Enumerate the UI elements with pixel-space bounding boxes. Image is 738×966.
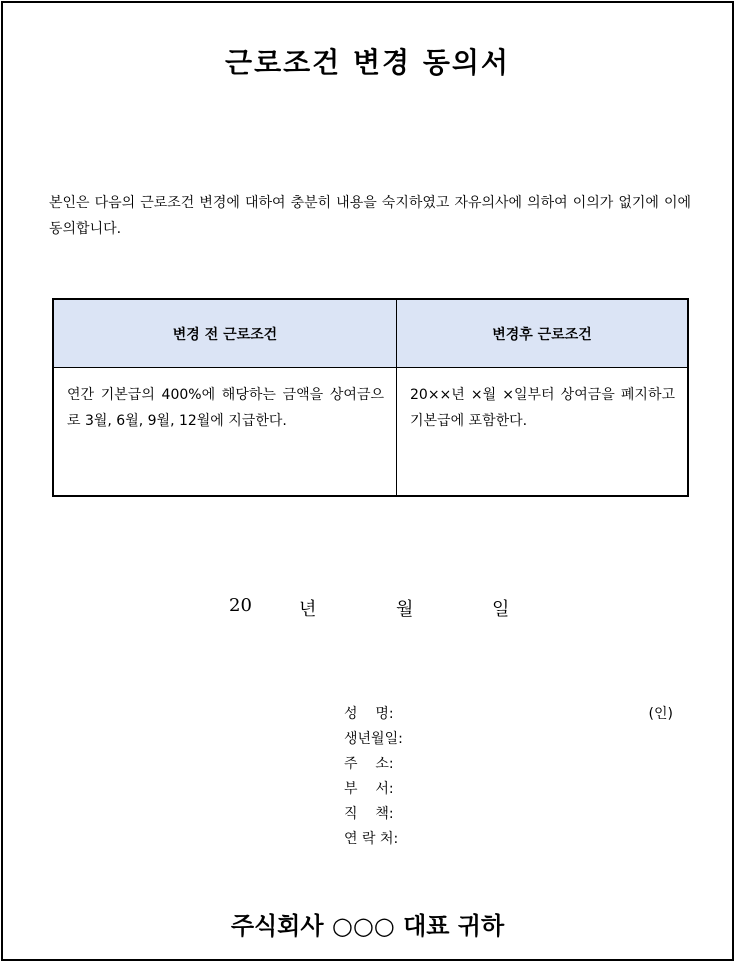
- date-year-prefix: 20: [229, 595, 252, 616]
- conditions-table: [52, 298, 689, 497]
- signature-row-birth: [344, 727, 676, 752]
- signature-row-contact: [344, 827, 676, 852]
- document-page: [1, 1, 734, 961]
- birth-label: 생년월일:: [344, 731, 403, 747]
- signature-row-address: [344, 752, 676, 777]
- signature-row-name: [344, 702, 676, 727]
- intro-paragraph: 본인은 다음의 근로조건 변경에 대하여 충분히 내용을 숙지하였고 자유의사에 의하여 이의가 없기에 이에 동의합니다.: [49, 195, 691, 237]
- date-month: 월: [396, 599, 414, 620]
- table-row: [53, 368, 688, 497]
- header-after: 변경후 근로조건: [397, 299, 689, 368]
- date-line: [3, 595, 732, 621]
- contact-label: 연 락 처:: [344, 831, 399, 847]
- document-title: 근로조건 변경 동의서: [225, 46, 510, 79]
- address-label: 주 소:: [344, 756, 394, 772]
- seal-mark: (인): [648, 706, 673, 722]
- addressee-footer: 주식회사 ○○○ 대표 귀하: [230, 911, 505, 940]
- date-day: 일: [492, 599, 510, 620]
- cell-before: 연간 기본급의 400%에 해당하는 금액을 상여금으로 3월, 6월, 9월, 12월에 지급한다.: [53, 368, 397, 497]
- signature-row-dept: [344, 777, 676, 802]
- signature-row-position: [344, 802, 676, 827]
- position-label: 직 책:: [344, 806, 394, 822]
- header-before: 변경 전 근로조건: [53, 299, 397, 368]
- date-year: 년: [299, 599, 317, 620]
- name-label: 성 명:: [344, 706, 394, 722]
- dept-label: 부 서:: [344, 781, 394, 797]
- signature-block: [344, 702, 676, 852]
- cell-after: 20××년 ×월 ×일부터 상여금을 폐지하고 기본급에 포함한다.: [397, 368, 689, 497]
- table-header-row: [53, 299, 688, 368]
